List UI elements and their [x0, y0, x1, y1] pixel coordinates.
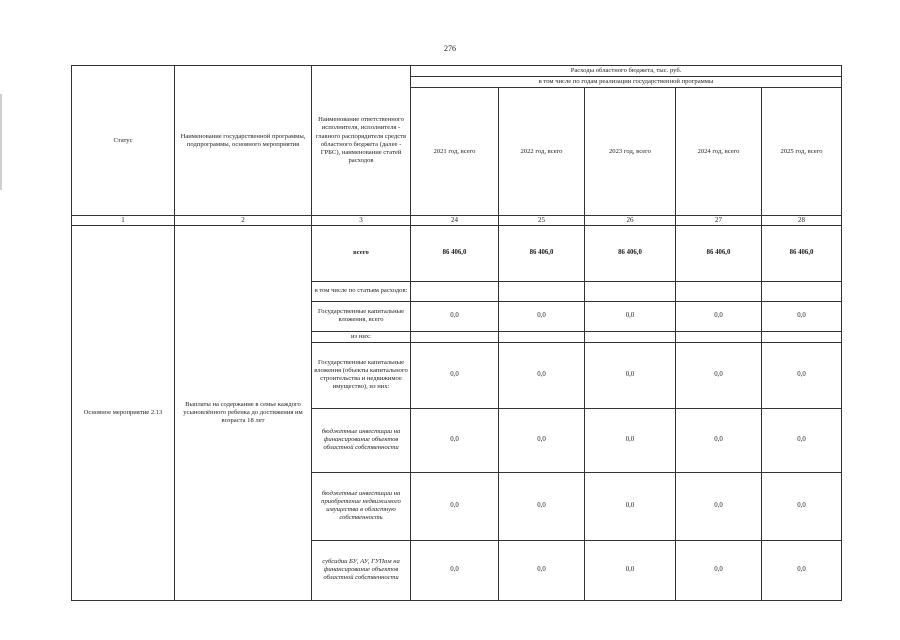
value-cell	[585, 281, 676, 301]
value-cell: 0,0	[762, 301, 842, 331]
column-number: 3	[312, 216, 411, 226]
expense-label: в том числе по статьям расходов:	[312, 281, 411, 301]
expense-label: Государственные капитальные вложения, всего	[312, 301, 411, 331]
status-cell: Основное мероприятие 2.13	[72, 225, 175, 600]
value-cell: 0,0	[676, 342, 762, 408]
expense-label: из них:	[312, 331, 411, 342]
value-cell: 86 406,0	[585, 225, 676, 281]
header-year: 2021 год, всего	[411, 88, 499, 216]
expense-label: бюджетные инвестиции на приобретение недвижимого имущества в областную собственность	[312, 472, 411, 540]
scan-margin-mark	[0, 94, 2, 190]
value-cell: 0,0	[411, 342, 499, 408]
program-name-cell: Выплаты на содержание в семье каждого усыновлённого ребенка до достижения им возраста 18 лет	[175, 225, 312, 600]
value-cell: 0,0	[585, 540, 676, 600]
budget-table	[71, 65, 842, 601]
page-number: 276	[444, 44, 456, 53]
expense-label: всего	[312, 225, 411, 281]
header-status: Статус	[72, 66, 175, 216]
value-cell: 0,0	[499, 472, 585, 540]
value-cell: 0,0	[585, 342, 676, 408]
header-executor: Наименование ответственного исполнителя, исполнителя - главного распорядителя средств областного бюджета (далее - ГРБС), наименование статей расходов	[312, 66, 411, 216]
value-cell	[676, 281, 762, 301]
value-cell: 0,0	[411, 540, 499, 600]
value-cell: 0,0	[676, 540, 762, 600]
header-year: 2023 год, всего	[585, 88, 676, 216]
header-budget-group: Расходы областного бюджета, тыс. руб.	[411, 66, 842, 77]
header-program-name: Наименование государственной программы, подпрограммы, основного мероприятия	[175, 66, 312, 216]
value-cell: 0,0	[499, 301, 585, 331]
value-cell: 0,0	[762, 408, 842, 472]
value-cell: 0,0	[762, 540, 842, 600]
header-year: 2025 год, всего	[762, 88, 842, 216]
value-cell: 0,0	[499, 342, 585, 408]
value-cell	[499, 281, 585, 301]
value-cell: 0,0	[676, 301, 762, 331]
expense-label: субсидии БУ, АУ, ГУПам на финансирование объектов областной собственности	[312, 540, 411, 600]
header-years-group: в том числе по годам реализации государственной программы	[411, 77, 842, 88]
value-cell: 86 406,0	[411, 225, 499, 281]
value-cell	[411, 281, 499, 301]
column-number: 2	[175, 216, 312, 226]
value-cell: 0,0	[585, 472, 676, 540]
value-cell: 0,0	[676, 408, 762, 472]
value-cell	[585, 331, 676, 342]
header-year: 2024 год, всего	[676, 88, 762, 216]
column-number: 25	[499, 216, 585, 226]
value-cell	[676, 331, 762, 342]
value-cell: 86 406,0	[499, 225, 585, 281]
value-cell: 86 406,0	[676, 225, 762, 281]
value-cell: 0,0	[499, 540, 585, 600]
value-cell: 0,0	[762, 342, 842, 408]
column-number-row	[72, 216, 842, 226]
column-number: 27	[676, 216, 762, 226]
value-cell: 0,0	[411, 472, 499, 540]
value-cell	[762, 331, 842, 342]
value-cell: 0,0	[585, 301, 676, 331]
expense-label: бюджетные инвестиции на финансирование объектов областной собственности	[312, 408, 411, 472]
value-cell	[499, 331, 585, 342]
expense-label: Государственные капитальные вложения (объекты капитального строительства и недвижимое имущество), из них:	[312, 342, 411, 408]
value-cell: 0,0	[585, 408, 676, 472]
column-number: 24	[411, 216, 499, 226]
column-number: 26	[585, 216, 676, 226]
column-number: 1	[72, 216, 175, 226]
table-row	[72, 225, 842, 281]
value-cell: 0,0	[676, 472, 762, 540]
value-cell	[411, 331, 499, 342]
value-cell: 0,0	[762, 472, 842, 540]
column-number: 28	[762, 216, 842, 226]
value-cell: 0,0	[411, 301, 499, 331]
value-cell: 86 406,0	[762, 225, 842, 281]
header-year: 2022 год, всего	[499, 88, 585, 216]
value-cell: 0,0	[499, 408, 585, 472]
value-cell	[762, 281, 842, 301]
value-cell: 0,0	[411, 408, 499, 472]
